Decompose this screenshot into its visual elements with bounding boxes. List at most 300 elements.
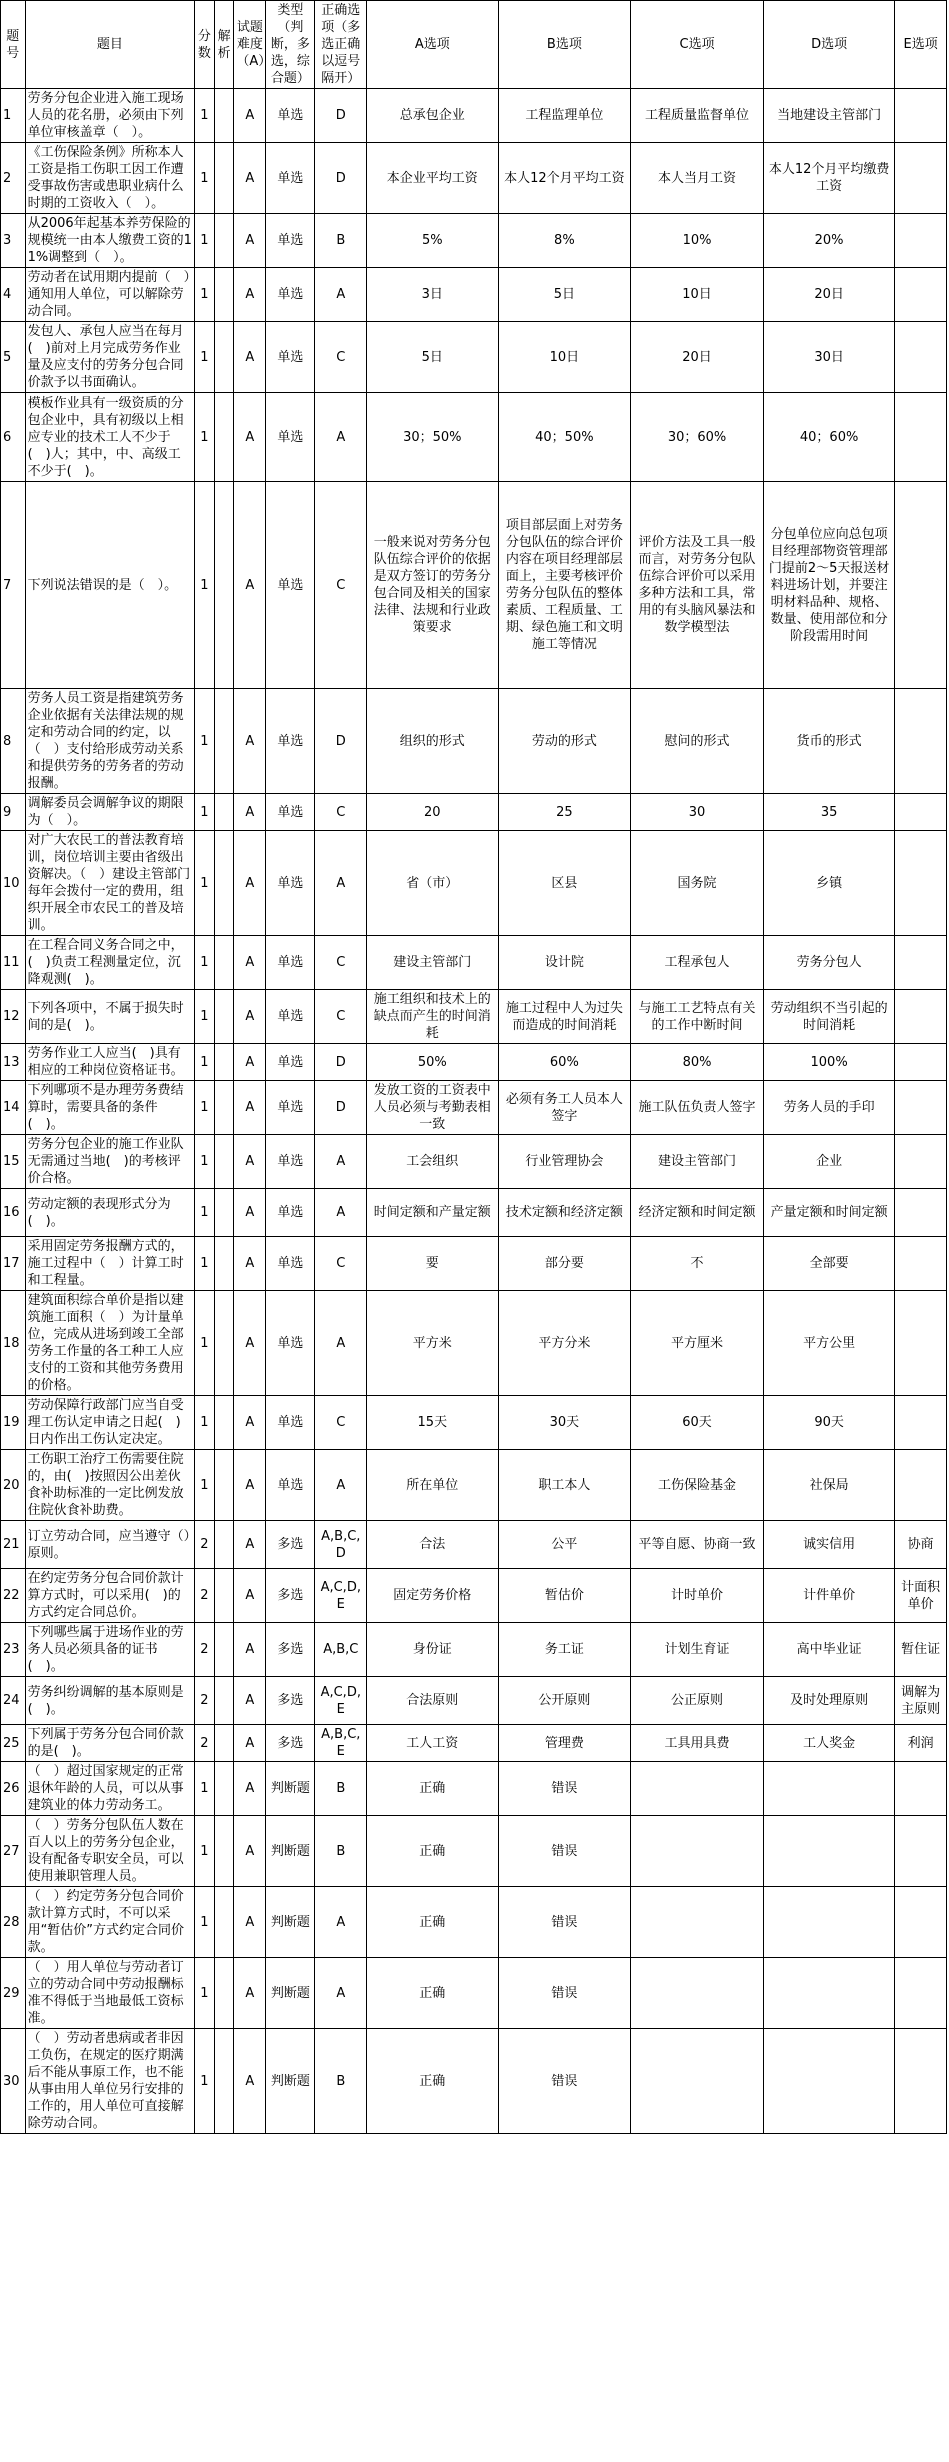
cell-answer: C (315, 1237, 367, 1291)
cell-analysis (214, 831, 234, 936)
table-row (1, 1044, 947, 1081)
table-row (1, 1396, 947, 1450)
cell-type: 单选 (266, 1291, 315, 1396)
cell-score: 1 (195, 1396, 215, 1450)
cell-option-b: 60% (498, 1044, 631, 1081)
cell-answer: A (315, 1135, 367, 1189)
cell-answer: A,B,C,D (315, 1521, 367, 1569)
cell-option-a: 身份证 (367, 1623, 498, 1677)
cell-option-b: 职工本人 (498, 1450, 631, 1521)
cell-type: 单选 (266, 89, 315, 143)
cell-no: 29 (1, 1958, 26, 2029)
cell-answer: B (315, 1762, 367, 1816)
table-row (1, 89, 947, 143)
cell-score: 1 (195, 936, 215, 990)
cell-option-d: 当地建设主管部门 (763, 89, 894, 143)
table-row (1, 1816, 947, 1887)
cell-question: 下列哪项不是办理劳务费结算时，需要具备的条件( )。 (25, 1081, 195, 1135)
table-row (1, 1189, 947, 1237)
cell-option-e (895, 1887, 947, 1958)
cell-option-b: 40；50% (498, 393, 631, 482)
cell-score: 1 (195, 990, 215, 1044)
cell-option-c: 慰问的形式 (631, 689, 764, 794)
cell-option-c: 60天 (631, 1396, 764, 1450)
cell-option-a: 施工组织和技术上的缺点而产生的时间消耗 (367, 990, 498, 1044)
cell-option-b: 错误 (498, 1816, 631, 1887)
cell-analysis (214, 1725, 234, 1762)
cell-difficulty: A (234, 1081, 266, 1135)
cell-option-c: 20日 (631, 322, 764, 393)
cell-option-c (631, 2029, 764, 2134)
header-row (1, 1, 947, 89)
cell-analysis (214, 1623, 234, 1677)
cell-analysis (214, 214, 234, 268)
cell-question: 《工伤保险条例》所称本人工资是指工伤职工因工作遭受事故伤害或患职业病什么时期的工资收入（ ）。 (25, 143, 195, 214)
cell-question: 对广大农民工的普法教育培训，岗位培训主要由省级出资解决。（ ）建设主管部门每年会拨付一定的费用，组织开展全市农民工的普及培训。 (25, 831, 195, 936)
cell-difficulty: A (234, 831, 266, 936)
cell-option-c: 10% (631, 214, 764, 268)
cell-option-b: 劳动的形式 (498, 689, 631, 794)
cell-analysis (214, 1135, 234, 1189)
cell-option-d: 20日 (763, 268, 894, 322)
cell-analysis (214, 1816, 234, 1887)
cell-option-b: 管理费 (498, 1725, 631, 1762)
cell-no: 6 (1, 393, 26, 482)
cell-no: 9 (1, 794, 26, 831)
cell-difficulty: A (234, 1958, 266, 2029)
cell-option-c (631, 1816, 764, 1887)
cell-difficulty: A (234, 1762, 266, 1816)
cell-option-e (895, 1044, 947, 1081)
cell-option-a: 要 (367, 1237, 498, 1291)
cell-difficulty: A (234, 1396, 266, 1450)
cell-answer: B (315, 2029, 367, 2134)
cell-analysis (214, 2029, 234, 2134)
cell-question: （ ）劳务分包队伍人数在百人以上的劳务分包企业，设有配备专职安全员，可以使用兼职管理人员。 (25, 1816, 195, 1887)
cell-type: 单选 (266, 1081, 315, 1135)
table-row (1, 936, 947, 990)
cell-question: （ ）超过国家规定的正常退休年龄的人员，可以从事建筑业的体力劳动务工。 (25, 1762, 195, 1816)
cell-difficulty: A (234, 482, 266, 689)
cell-score: 1 (195, 1135, 215, 1189)
cell-option-c: 80% (631, 1044, 764, 1081)
cell-type: 单选 (266, 936, 315, 990)
cell-difficulty: A (234, 143, 266, 214)
cell-type: 判断题 (266, 2029, 315, 2134)
cell-option-b: 设计院 (498, 936, 631, 990)
cell-option-d: 30日 (763, 322, 894, 393)
cell-option-e (895, 1396, 947, 1450)
cell-option-e (895, 1958, 947, 2029)
cell-answer: C (315, 322, 367, 393)
cell-question: 下列说法错误的是（ ）。 (25, 482, 195, 689)
cell-score: 1 (195, 1237, 215, 1291)
cell-option-a: 组织的形式 (367, 689, 498, 794)
cell-no: 23 (1, 1623, 26, 1677)
header-score: 分数 (195, 1, 215, 89)
cell-option-c: 30 (631, 794, 764, 831)
header-option-e: E选项 (895, 1, 947, 89)
cell-option-c: 平等自愿、协商一致 (631, 1521, 764, 1569)
cell-option-d: 100% (763, 1044, 894, 1081)
cell-score: 1 (195, 1189, 215, 1237)
cell-difficulty: A (234, 689, 266, 794)
cell-analysis (214, 1521, 234, 1569)
cell-option-e (895, 214, 947, 268)
cell-no: 26 (1, 1762, 26, 1816)
cell-option-d (763, 1887, 894, 1958)
cell-option-d (763, 1958, 894, 2029)
cell-option-b: 必须有务工人员本人签字 (498, 1081, 631, 1135)
cell-option-b: 技术定额和经济定额 (498, 1189, 631, 1237)
cell-analysis (214, 1569, 234, 1623)
cell-answer: A (315, 1958, 367, 2029)
cell-option-b: 30天 (498, 1396, 631, 1450)
cell-option-d: 诚实信用 (763, 1521, 894, 1569)
cell-option-c: 30；60% (631, 393, 764, 482)
cell-analysis (214, 1237, 234, 1291)
cell-no: 16 (1, 1189, 26, 1237)
header-option-c: C选项 (631, 1, 764, 89)
cell-difficulty: A (234, 1135, 266, 1189)
cell-option-c: 经济定额和时间定额 (631, 1189, 764, 1237)
cell-option-e (895, 990, 947, 1044)
header-question: 题目 (25, 1, 195, 89)
cell-option-a: 15天 (367, 1396, 498, 1450)
cell-score: 1 (195, 322, 215, 393)
cell-option-d: 计件单价 (763, 1569, 894, 1623)
cell-option-a: 一般来说对劳务分包队伍综合评价的依据是双方签订的劳务分包合同及相关的国家法律、法规和行业政策要求 (367, 482, 498, 689)
cell-option-b: 错误 (498, 1887, 631, 1958)
cell-score: 1 (195, 794, 215, 831)
table-row (1, 1081, 947, 1135)
cell-difficulty: A (234, 1521, 266, 1569)
cell-analysis (214, 268, 234, 322)
cell-analysis (214, 1762, 234, 1816)
cell-option-e (895, 1291, 947, 1396)
cell-option-c: 公正原则 (631, 1677, 764, 1725)
cell-no: 20 (1, 1450, 26, 1521)
cell-no: 2 (1, 143, 26, 214)
cell-option-d: 工人奖金 (763, 1725, 894, 1762)
cell-option-a: 本企业平均工资 (367, 143, 498, 214)
cell-score: 1 (195, 831, 215, 936)
table-row (1, 1521, 947, 1569)
cell-option-e: 暂住证 (895, 1623, 947, 1677)
cell-no: 10 (1, 831, 26, 936)
cell-analysis (214, 1189, 234, 1237)
cell-no: 4 (1, 268, 26, 322)
cell-no: 15 (1, 1135, 26, 1189)
cell-option-e (895, 268, 947, 322)
header-option-a: A选项 (367, 1, 498, 89)
cell-difficulty: A (234, 1189, 266, 1237)
cell-analysis (214, 936, 234, 990)
cell-option-c: 工程承包人 (631, 936, 764, 990)
cell-no: 5 (1, 322, 26, 393)
cell-option-d: 劳务分包人 (763, 936, 894, 990)
cell-answer: A (315, 1887, 367, 1958)
cell-option-e (895, 322, 947, 393)
cell-option-e: 调解为主原则 (895, 1677, 947, 1725)
cell-option-c: 不 (631, 1237, 764, 1291)
table-row (1, 1958, 947, 2029)
cell-difficulty: A (234, 1725, 266, 1762)
cell-option-d: 社保局 (763, 1450, 894, 1521)
table-row (1, 1887, 947, 1958)
cell-answer: A (315, 1189, 367, 1237)
cell-option-b: 部分要 (498, 1237, 631, 1291)
cell-question: （ ）劳动者患病或者非因工负伤，在规定的医疗期满后不能从事原工作，也不能从事由用人单位另行安排的工作的，用人单位可直接解除劳动合同。 (25, 2029, 195, 2134)
cell-score: 1 (195, 143, 215, 214)
cell-difficulty: A (234, 990, 266, 1044)
cell-option-e (895, 936, 947, 990)
cell-analysis (214, 794, 234, 831)
cell-score: 1 (195, 268, 215, 322)
cell-option-c: 与施工工艺特点有关的工作中断时间 (631, 990, 764, 1044)
cell-option-b: 项目部层面上对劳务分包队伍的综合评价内容在项目经理部层面上，主要考核评价劳务分包队伍的整体素质、工程质量、工期、绿色施工和文明施工等情况 (498, 482, 631, 689)
table-row (1, 482, 947, 689)
cell-option-a: 工会组织 (367, 1135, 498, 1189)
cell-option-d (763, 1816, 894, 1887)
cell-option-e: 计面积单价 (895, 1569, 947, 1623)
cell-option-a: 30；50% (367, 393, 498, 482)
table-row (1, 214, 947, 268)
cell-score: 1 (195, 2029, 215, 2134)
cell-score: 1 (195, 1762, 215, 1816)
cell-option-c: 国务院 (631, 831, 764, 936)
cell-option-a: 正确 (367, 1887, 498, 1958)
cell-difficulty: A (234, 322, 266, 393)
cell-option-d: 货币的形式 (763, 689, 894, 794)
cell-type: 单选 (266, 1450, 315, 1521)
cell-option-b: 本人12个月平均工资 (498, 143, 631, 214)
cell-question: 劳务分包企业进入施工现场人员的花名册，必须由下列单位审核盖章（ ）。 (25, 89, 195, 143)
cell-type: 单选 (266, 1044, 315, 1081)
cell-type: 单选 (266, 990, 315, 1044)
cell-option-a: 所在单位 (367, 1450, 498, 1521)
cell-option-e (895, 1081, 947, 1135)
cell-option-a: 正确 (367, 1816, 498, 1887)
cell-option-d: 分包单位应向总包项目经理部物资管理部门提前2～5天报送材料进场计划，并要注明材料品种、规格、数量、使用部位和分阶段需用时间 (763, 482, 894, 689)
cell-option-a: 合法 (367, 1521, 498, 1569)
cell-type: 单选 (266, 794, 315, 831)
cell-type: 单选 (266, 831, 315, 936)
cell-analysis (214, 1958, 234, 2029)
cell-option-a: 平方米 (367, 1291, 498, 1396)
table-row (1, 1677, 947, 1725)
cell-answer: A,C,D,E (315, 1569, 367, 1623)
cell-type: 单选 (266, 143, 315, 214)
cell-answer: D (315, 1044, 367, 1081)
cell-option-e (895, 393, 947, 482)
table-row (1, 794, 947, 831)
cell-answer: C (315, 936, 367, 990)
cell-question: （ ）约定劳务分包合同价款计算方式时，不可以采用“暂估价”方式约定合同价款。 (25, 1887, 195, 1958)
cell-no: 7 (1, 482, 26, 689)
cell-option-d: 劳动组织不当引起的时间消耗 (763, 990, 894, 1044)
cell-option-a: 正确 (367, 1958, 498, 2029)
cell-difficulty: A (234, 1291, 266, 1396)
cell-option-b: 10日 (498, 322, 631, 393)
cell-answer: C (315, 482, 367, 689)
cell-option-b: 行业管理协会 (498, 1135, 631, 1189)
table-row (1, 689, 947, 794)
header-option-d: D选项 (763, 1, 894, 89)
cell-type: 单选 (266, 1135, 315, 1189)
cell-option-d: 企业 (763, 1135, 894, 1189)
cell-no: 22 (1, 1569, 26, 1623)
cell-no: 8 (1, 689, 26, 794)
cell-difficulty: A (234, 1237, 266, 1291)
cell-option-a: 5日 (367, 322, 498, 393)
cell-option-e (895, 1237, 947, 1291)
cell-option-d: 乡镇 (763, 831, 894, 936)
table-row (1, 1135, 947, 1189)
cell-score: 2 (195, 1677, 215, 1725)
cell-analysis (214, 689, 234, 794)
cell-option-b: 施工过程中人为过失而造成的时间消耗 (498, 990, 631, 1044)
header-type: 类型（判断，多选，综合题） (266, 1, 315, 89)
cell-score: 2 (195, 1521, 215, 1569)
table-row (1, 143, 947, 214)
cell-type: 多选 (266, 1569, 315, 1623)
cell-difficulty: A (234, 393, 266, 482)
cell-option-d: 产量定额和时间定额 (763, 1189, 894, 1237)
cell-no: 28 (1, 1887, 26, 1958)
cell-option-d (763, 1762, 894, 1816)
cell-option-a: 正确 (367, 2029, 498, 2134)
cell-score: 1 (195, 1887, 215, 1958)
cell-type: 判断题 (266, 1762, 315, 1816)
cell-difficulty: A (234, 1450, 266, 1521)
cell-no: 30 (1, 2029, 26, 2134)
table-row (1, 1569, 947, 1623)
table-row (1, 831, 947, 936)
cell-score: 1 (195, 214, 215, 268)
cell-option-b: 务工证 (498, 1623, 631, 1677)
cell-option-c: 工具用具费 (631, 1725, 764, 1762)
cell-analysis (214, 1677, 234, 1725)
cell-difficulty: A (234, 214, 266, 268)
cell-option-d: 20% (763, 214, 894, 268)
cell-difficulty: A (234, 794, 266, 831)
cell-option-c: 施工队伍负责人签字 (631, 1081, 764, 1135)
cell-no: 13 (1, 1044, 26, 1081)
cell-option-c: 建设主管部门 (631, 1135, 764, 1189)
cell-type: 单选 (266, 214, 315, 268)
cell-option-c: 工伤保险基金 (631, 1450, 764, 1521)
table-row (1, 1623, 947, 1677)
cell-type: 单选 (266, 393, 315, 482)
cell-score: 1 (195, 482, 215, 689)
cell-type: 判断题 (266, 1958, 315, 2029)
cell-analysis (214, 1396, 234, 1450)
cell-question: 下列属于劳务分包合同价款的是( )。 (25, 1725, 195, 1762)
cell-option-c: 工程质量监督单位 (631, 89, 764, 143)
cell-type: 多选 (266, 1677, 315, 1725)
cell-option-b: 错误 (498, 2029, 631, 2134)
cell-option-e (895, 1762, 947, 1816)
cell-option-b: 区县 (498, 831, 631, 936)
cell-option-e (895, 1135, 947, 1189)
cell-no: 18 (1, 1291, 26, 1396)
cell-option-c (631, 1762, 764, 1816)
cell-option-b: 平方分米 (498, 1291, 631, 1396)
cell-difficulty: A (234, 89, 266, 143)
cell-option-d: 35 (763, 794, 894, 831)
cell-option-e (895, 89, 947, 143)
cell-option-e (895, 143, 947, 214)
table-row (1, 1237, 947, 1291)
table-row (1, 1291, 947, 1396)
cell-no: 14 (1, 1081, 26, 1135)
table-row (1, 1725, 947, 1762)
cell-no: 27 (1, 1816, 26, 1887)
cell-question: 订立劳动合同，应当遵守（）原则。 (25, 1521, 195, 1569)
cell-type: 单选 (266, 322, 315, 393)
cell-option-d: 40；60% (763, 393, 894, 482)
cell-option-a: 正确 (367, 1762, 498, 1816)
cell-score: 2 (195, 1623, 215, 1677)
cell-option-e (895, 1189, 947, 1237)
cell-type: 多选 (266, 1725, 315, 1762)
cell-difficulty: A (234, 2029, 266, 2134)
cell-analysis (214, 1291, 234, 1396)
table-row (1, 322, 947, 393)
cell-option-d: 全部要 (763, 1237, 894, 1291)
cell-answer: A,C,D,E (315, 1677, 367, 1725)
cell-answer: D (315, 1081, 367, 1135)
cell-option-a: 50% (367, 1044, 498, 1081)
cell-analysis (214, 322, 234, 393)
cell-no: 21 (1, 1521, 26, 1569)
cell-no: 12 (1, 990, 26, 1044)
cell-type: 单选 (266, 1396, 315, 1450)
cell-answer: D (315, 89, 367, 143)
cell-question: 劳务纠纷调解的基本原则是( )。 (25, 1677, 195, 1725)
cell-difficulty: A (234, 268, 266, 322)
cell-answer: A,B,C,E (315, 1725, 367, 1762)
cell-answer: D (315, 143, 367, 214)
cell-score: 1 (195, 1081, 215, 1135)
cell-option-b: 8% (498, 214, 631, 268)
cell-type: 单选 (266, 1237, 315, 1291)
cell-type: 多选 (266, 1521, 315, 1569)
cell-option-a: 省（市） (367, 831, 498, 936)
header-option-b: B选项 (498, 1, 631, 89)
table-row (1, 1762, 947, 1816)
header-difficulty: 试题难度（A） (234, 1, 266, 89)
cell-option-d: 劳务人员的手印 (763, 1081, 894, 1135)
table-row (1, 268, 947, 322)
cell-score: 1 (195, 1291, 215, 1396)
cell-option-d: 高中毕业证 (763, 1623, 894, 1677)
cell-option-d: 90天 (763, 1396, 894, 1450)
cell-analysis (214, 1081, 234, 1135)
cell-option-c: 计时单价 (631, 1569, 764, 1623)
cell-option-a: 工人工资 (367, 1725, 498, 1762)
cell-score: 2 (195, 1725, 215, 1762)
cell-option-e (895, 689, 947, 794)
cell-answer: D (315, 689, 367, 794)
cell-type: 多选 (266, 1623, 315, 1677)
cell-answer: B (315, 214, 367, 268)
cell-question: 建筑面积综合单价是指以建筑施工面积（ ）为计量单位，完成从进场到竣工全部劳务工作量的各工种工人应支付的工资和其他劳务费用的价格。 (25, 1291, 195, 1396)
cell-question: 发包人、承包人应当在每月( )前对上月完成劳务作业量及应支付的劳务分包合同价款予以书面确认。 (25, 322, 195, 393)
cell-no: 1 (1, 89, 26, 143)
cell-option-d: 本人12个月平均缴费工资 (763, 143, 894, 214)
